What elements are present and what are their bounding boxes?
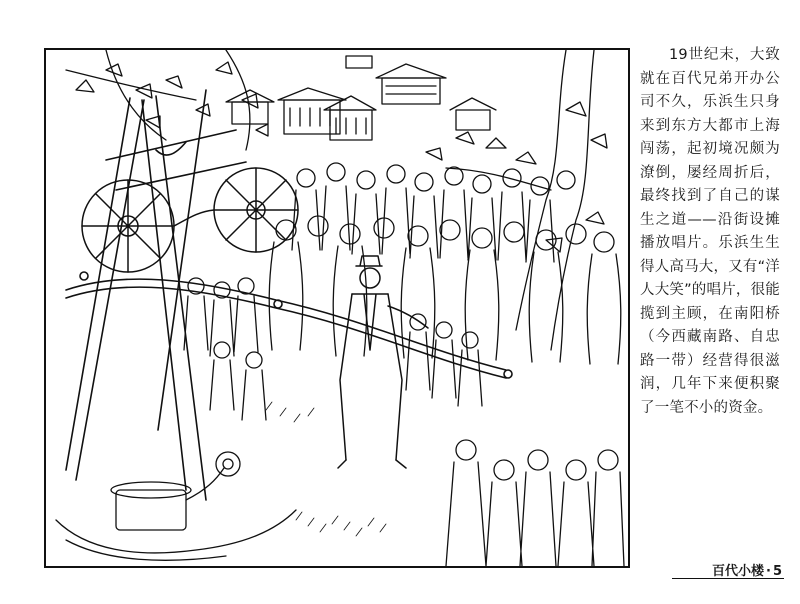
ground-hatching: [266, 402, 386, 536]
footer-rule: [672, 578, 784, 579]
gramophone-horns: [82, 168, 298, 272]
caption-paragraph: 19世纪末，大致就在百代兄弟开办公司不久，乐浜生只身来到东方大都市上海闯荡，起初境况颇为潦倒，屡经周折后，最终找到了自己的谋生之道——沿街设摊播放唱片。乐浜生生得人高马大，又有“洋人大笑”的唱片，很能揽到主顾，在南阳桥（今西藏南路、自忠路一带）经营得很滋润，几年下来便积聚了一笔不小的资金。: [640, 47, 781, 416]
street-scene-illustration: [44, 48, 630, 568]
footer-separator: ·: [766, 564, 771, 579]
background-buildings: [226, 56, 496, 140]
page-number: 5: [772, 564, 782, 579]
crowd: [184, 163, 624, 566]
scaffold: [66, 90, 512, 500]
trees: [66, 50, 607, 350]
page-footer: [712, 560, 782, 579]
gramophone-machine: [56, 452, 296, 560]
book-title: 百代小楼: [711, 564, 764, 579]
central-figure: [338, 256, 428, 468]
